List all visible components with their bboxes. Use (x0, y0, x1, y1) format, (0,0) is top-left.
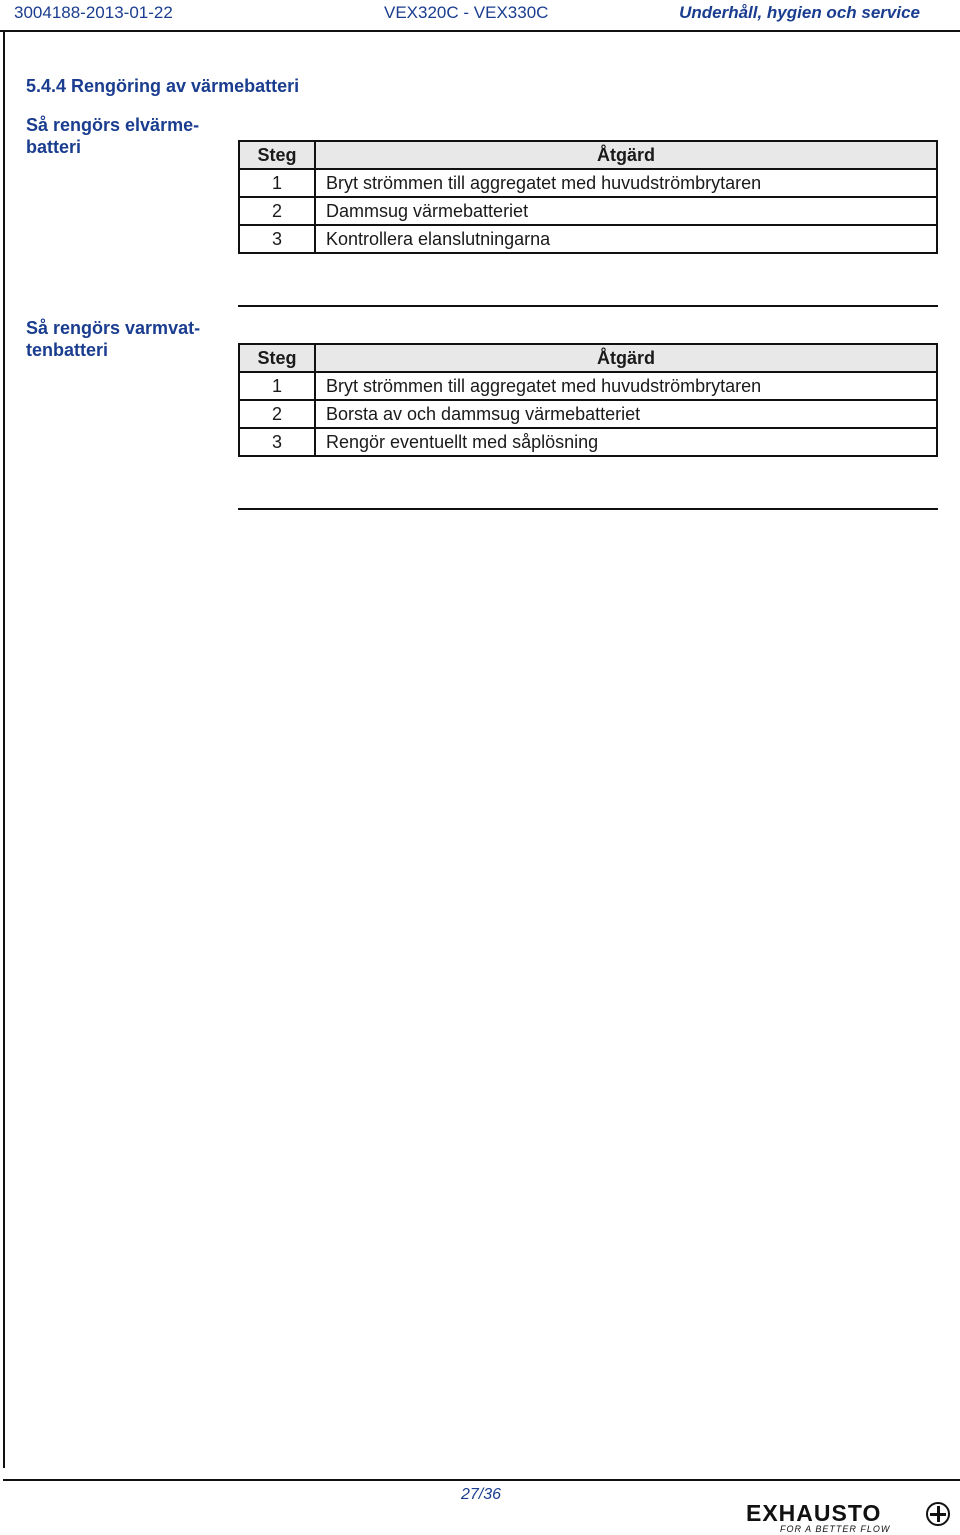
table-header-row (239, 141, 937, 169)
block-label-line: Så rengörs varmvat- (26, 318, 201, 338)
block-label-water (26, 317, 226, 361)
step-action: Bryt strömmen till aggregatet med huvudströmbrytaren (315, 169, 937, 197)
section-title: 5.4.4 Rengöring av värmebatteri (26, 76, 300, 96)
step-number: 2 (239, 400, 315, 428)
block-label-line: batteri (26, 137, 82, 157)
step-number: 2 (239, 197, 315, 225)
step-number: 1 (239, 372, 315, 400)
step-number: 3 (239, 428, 315, 456)
chapter-title: Underhåll, hygien och service (679, 3, 920, 22)
step-action: Dammsug värmebatteriet (315, 197, 937, 225)
footer-rule (3, 1479, 960, 1481)
step-action: Kontrollera elanslutningarna (315, 225, 937, 253)
block-label-line: Så rengörs elvärme- (26, 115, 200, 135)
steps-table-water (238, 343, 938, 457)
logo-cross-icon (926, 1502, 950, 1526)
step-action: Bryt strömmen till aggregatet med huvudströmbrytaren (315, 372, 937, 400)
table-row (239, 428, 937, 456)
section-divider (238, 508, 938, 510)
section-divider (238, 305, 938, 307)
table-row (239, 197, 937, 225)
column-header-action: Åtgärd (315, 344, 937, 372)
table-row (239, 225, 937, 253)
logo-wordmark: EXHAUSTO (746, 1500, 882, 1526)
step-number: 1 (239, 169, 315, 197)
table-header-row (239, 344, 937, 372)
document-id: 3004188-2013-01-22 (14, 3, 173, 22)
header-rule (0, 30, 960, 32)
column-header-step: Steg (239, 344, 315, 372)
model-name: VEX320C - VEX330C (384, 3, 549, 22)
block-label-line: tenbatteri (26, 340, 109, 360)
page-number: 27/36 (461, 1486, 502, 1503)
margin-rule (3, 30, 5, 1468)
column-header-action: Åtgärd (315, 141, 937, 169)
step-number: 3 (239, 225, 315, 253)
column-header-step: Steg (239, 141, 315, 169)
step-action: Borsta av och dammsug värmebatteriet (315, 400, 937, 428)
table-row (239, 400, 937, 428)
logo-tagline: FOR A BETTER FLOW (780, 1524, 891, 1534)
table-row (239, 372, 937, 400)
table-row (239, 169, 937, 197)
block-label-electric (26, 114, 226, 158)
company-logo (746, 1500, 954, 1534)
step-action: Rengör eventuellt med såplösning (315, 428, 937, 456)
steps-table-electric (238, 140, 938, 254)
